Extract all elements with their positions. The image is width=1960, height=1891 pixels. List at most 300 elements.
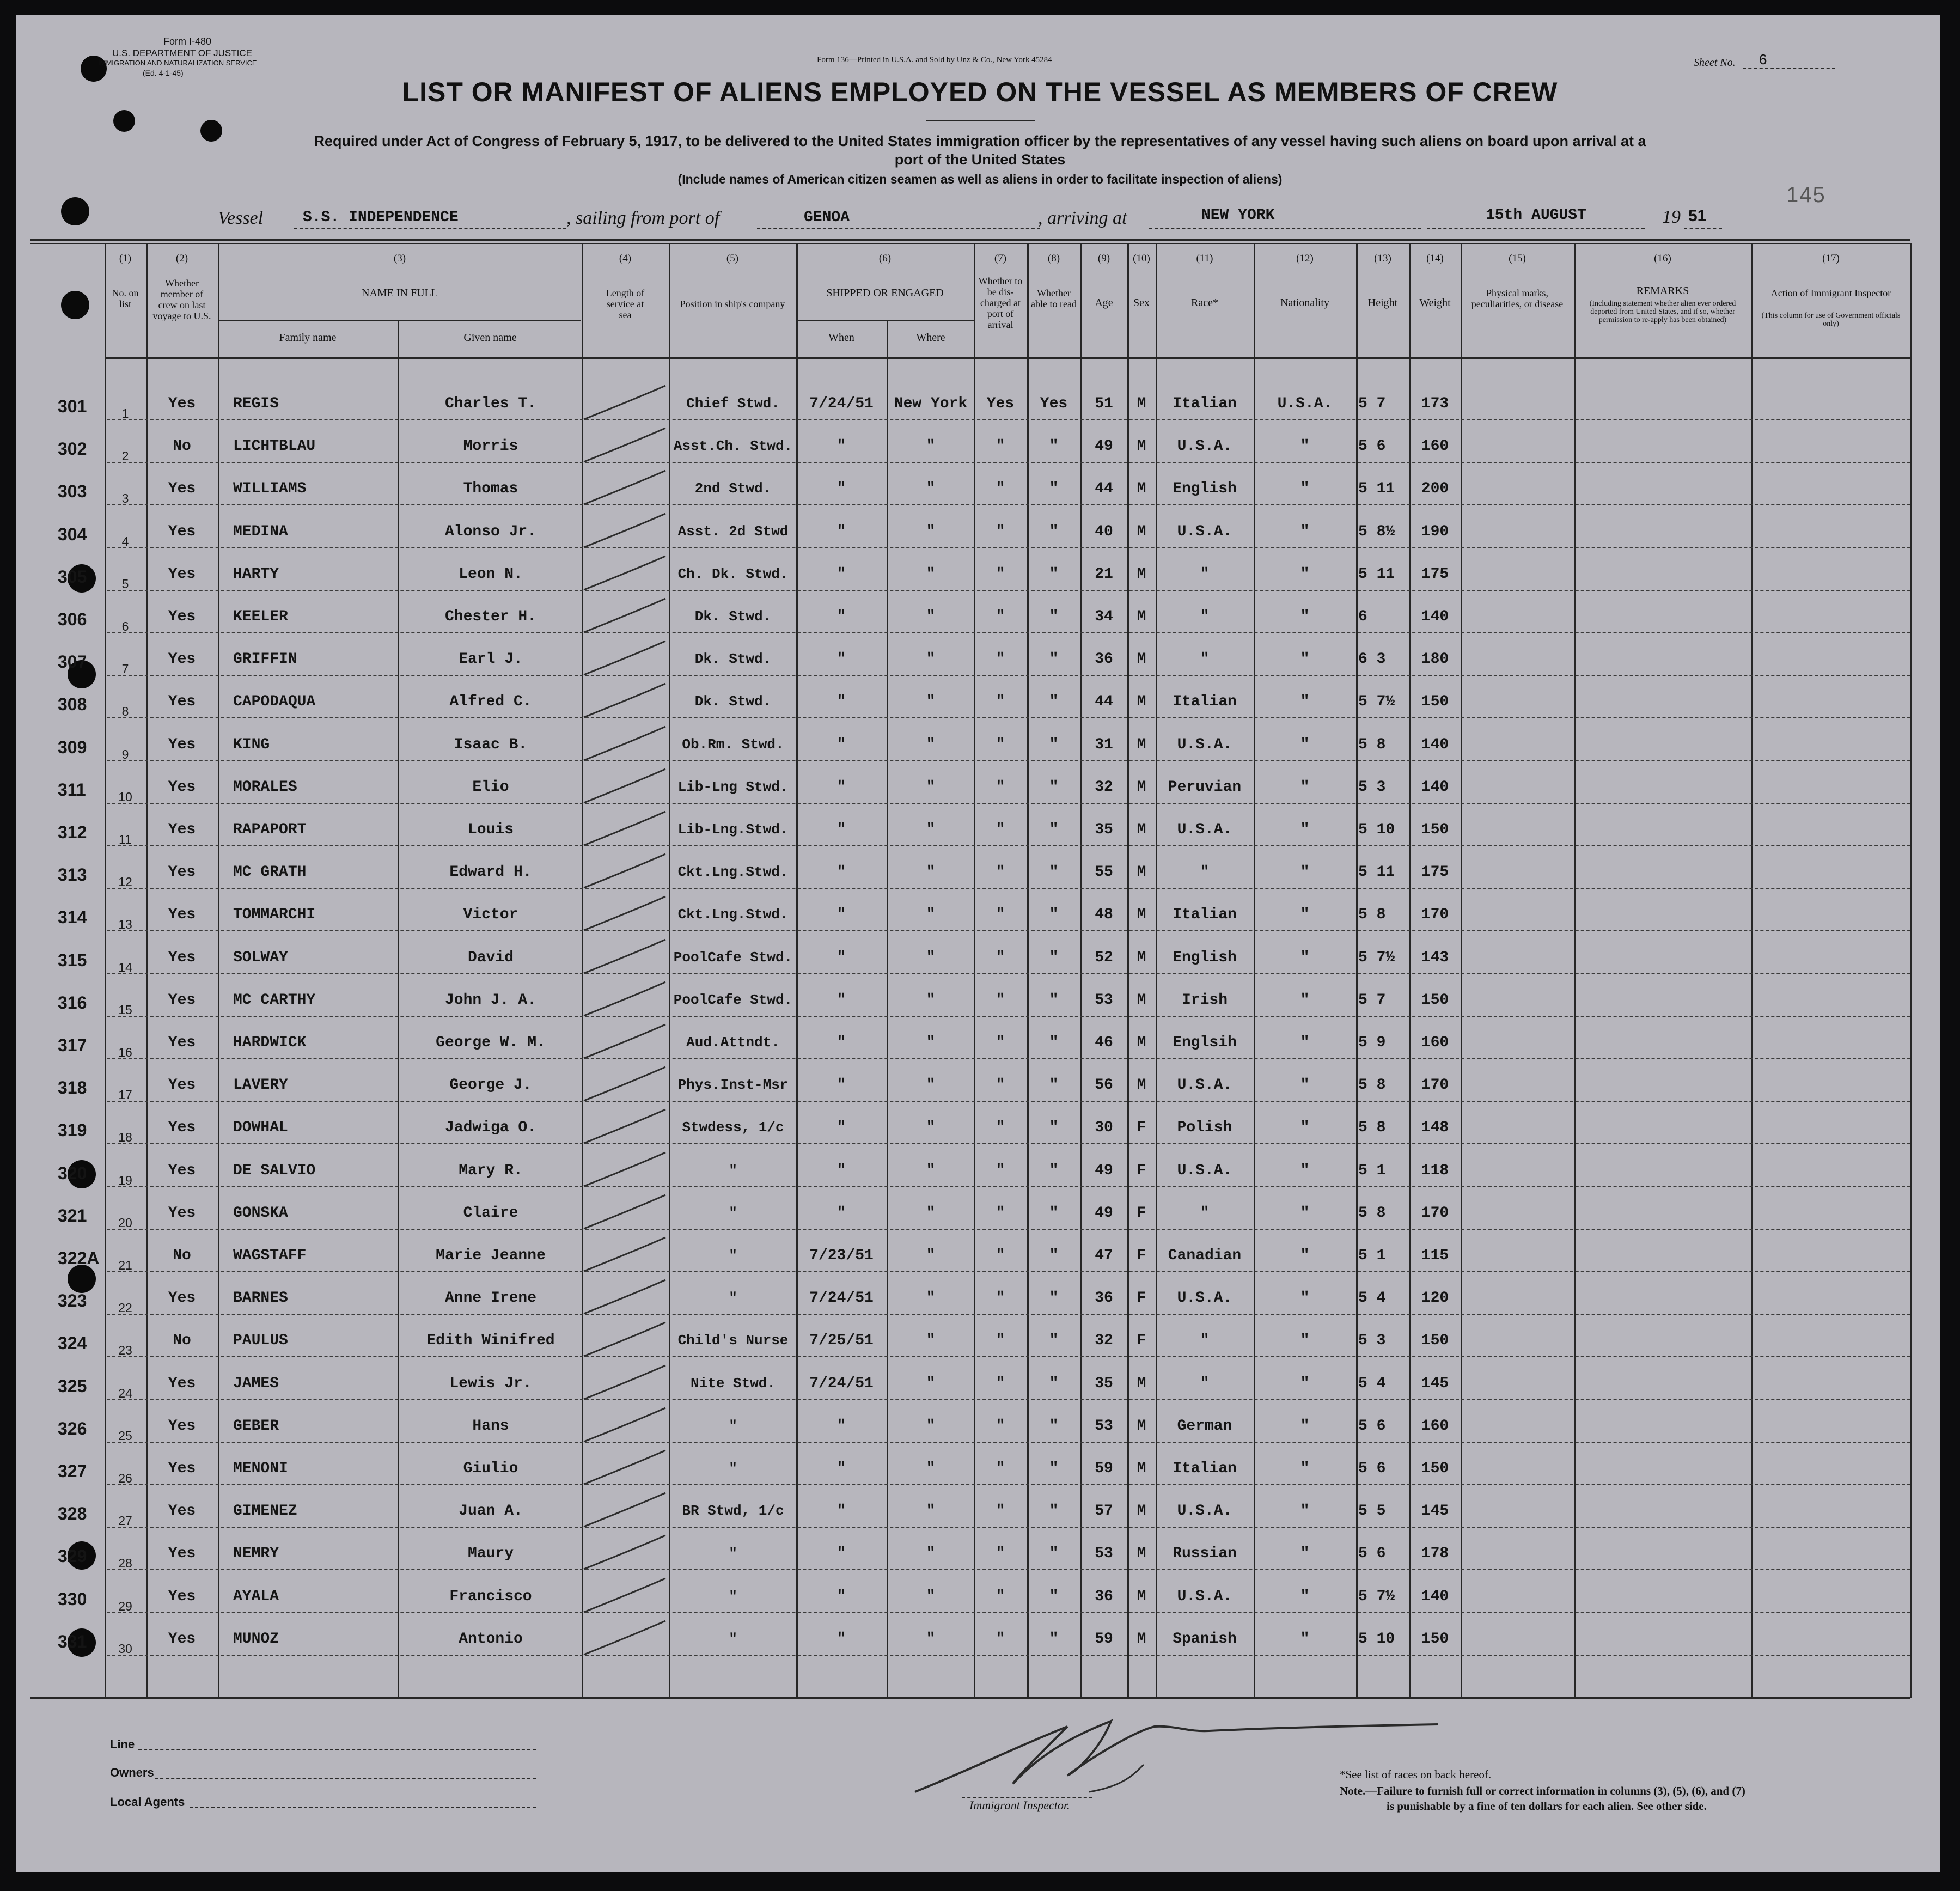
- sex-cell: F: [1137, 1290, 1146, 1307]
- nationality-cell: ": [1300, 1247, 1310, 1264]
- service-slash-mark: [584, 428, 665, 462]
- sex-cell: M: [1137, 779, 1146, 796]
- row-ruling: [107, 632, 1910, 633]
- prev-voyage-cell: Yes: [168, 779, 196, 796]
- entry-stamp-number: 307: [58, 652, 87, 672]
- col-num-7: (7): [994, 253, 1007, 264]
- shipped-when-cell: ": [836, 949, 846, 966]
- agents-field: [190, 1807, 536, 1808]
- arrival-date: 15th AUGUST: [1486, 207, 1586, 224]
- sheet-number-line: [1743, 68, 1835, 69]
- position-cell: PoolCafe Stwd.: [673, 992, 793, 1008]
- col-num-2: (2): [175, 253, 188, 264]
- height-cell: 5 10: [1358, 1631, 1395, 1648]
- family-name-cell: KEELER: [233, 608, 288, 625]
- sheet-number: 6: [1759, 51, 1767, 68]
- family-name-cell: GONSKA: [233, 1205, 288, 1222]
- shipped-when-cell: ": [836, 438, 846, 455]
- nationality-cell: ": [1300, 523, 1310, 540]
- prev-voyage-cell: Yes: [168, 480, 196, 497]
- able-to-read-cell: ": [1049, 1034, 1059, 1051]
- service-slash-mark: [584, 1621, 665, 1655]
- able-to-read-cell: ": [1049, 906, 1059, 923]
- service-slash-mark: [584, 940, 665, 973]
- entry-stamp-number: 324: [58, 1333, 87, 1353]
- year-line: [1684, 228, 1722, 229]
- family-name-cell: DE SALVIO: [233, 1162, 316, 1179]
- race-cell: German: [1177, 1418, 1232, 1435]
- row-ruling: [107, 462, 1910, 463]
- race-cell: Canadian: [1168, 1247, 1242, 1264]
- prev-voyage-cell: Yes: [168, 1077, 196, 1094]
- age-cell: 36: [1095, 1290, 1113, 1307]
- col-num-14: (14): [1426, 253, 1444, 264]
- discharged-cell: ": [996, 1545, 1005, 1562]
- line-number-cell: 6: [121, 619, 129, 633]
- prev-voyage-cell: Yes: [168, 864, 196, 881]
- age-cell: 35: [1095, 821, 1113, 838]
- shipped-where-cell: ": [926, 906, 936, 923]
- col-num-12: (12): [1296, 253, 1314, 264]
- given-name-cell: Victor: [463, 906, 518, 923]
- nationality-cell: ": [1300, 693, 1310, 710]
- entry-stamp-number: 316: [58, 993, 87, 1012]
- shipped-where-cell: ": [926, 1588, 936, 1605]
- col-num-17: (17): [1822, 253, 1840, 264]
- race-cell: Italian: [1173, 1460, 1237, 1477]
- given-name-cell: John J. A.: [444, 992, 537, 1009]
- weight-cell: 170: [1421, 1205, 1449, 1222]
- age-cell: 53: [1095, 1545, 1113, 1562]
- position-cell: Child's Nurse: [677, 1332, 789, 1349]
- family-name-cell: NEMRY: [233, 1545, 279, 1562]
- weight-cell: 140: [1421, 736, 1449, 753]
- position-cell: PoolCafe Stwd.: [673, 949, 793, 966]
- age-cell: 53: [1095, 992, 1113, 1009]
- page-title: LIST OR MANIFEST OF ALIENS EMPLOYED ON THE VESSEL AS MEMBERS OF CREW: [402, 77, 1558, 107]
- height-cell: 5 8½: [1358, 523, 1395, 540]
- service-slash-mark: [584, 982, 665, 1016]
- race-cell: Spanish: [1173, 1631, 1237, 1648]
- able-to-read-cell: ": [1049, 1588, 1059, 1605]
- sex-cell: F: [1137, 1205, 1146, 1222]
- able-to-read-cell: ": [1049, 1545, 1059, 1562]
- sex-cell: M: [1137, 1503, 1146, 1520]
- race-cell: U.S.A.: [1177, 438, 1232, 455]
- table-bottom-border: [30, 1697, 1910, 1699]
- race-cell: ": [1200, 608, 1210, 625]
- nationality-cell: ": [1300, 1077, 1310, 1094]
- row-ruling: [107, 1143, 1910, 1144]
- entry-stamp-number: 303: [58, 481, 87, 501]
- given-name-cell: Marie Jeanne: [436, 1247, 546, 1264]
- given-name-cell: Morris: [463, 438, 518, 455]
- entry-stamp-number: 325: [58, 1376, 87, 1396]
- race-cell: U.S.A.: [1177, 1077, 1232, 1094]
- nationality-cell: ": [1300, 651, 1310, 668]
- position-cell: Ob.Rm. Stwd.: [682, 736, 784, 753]
- age-cell: 32: [1095, 779, 1113, 796]
- discharged-cell: ": [996, 1119, 1005, 1136]
- weight-cell: 178: [1421, 1545, 1449, 1562]
- line-number-cell: 29: [118, 1599, 132, 1613]
- family-name-cell: MC GRATH: [233, 864, 307, 881]
- height-cell: 5 1: [1358, 1162, 1386, 1179]
- nationality-cell: ": [1300, 1205, 1310, 1222]
- age-cell: 36: [1095, 651, 1113, 668]
- age-cell: 36: [1095, 1588, 1113, 1605]
- weight-cell: 120: [1421, 1290, 1449, 1307]
- age-cell: 49: [1095, 1162, 1113, 1179]
- col-num-6: (6): [878, 253, 892, 264]
- family-name-cell: MC CARTHY: [233, 992, 316, 1009]
- nationality-cell: ": [1300, 1503, 1310, 1520]
- prev-voyage-cell: Yes: [168, 949, 196, 966]
- row-ruling: [107, 547, 1910, 548]
- able-to-read-cell: ": [1049, 1375, 1059, 1392]
- line-number-cell: 16: [118, 1045, 132, 1059]
- line-label: Line: [110, 1737, 135, 1751]
- able-to-read-cell: ": [1049, 821, 1059, 838]
- row-ruling: [107, 760, 1910, 761]
- family-name-cell: GIMENEZ: [233, 1503, 297, 1520]
- family-name-cell: HARTY: [233, 566, 279, 583]
- family-name-cell: DOWHAL: [233, 1119, 288, 1136]
- row-ruling: [107, 1016, 1910, 1017]
- sex-cell: M: [1137, 395, 1146, 412]
- able-to-read-cell: ": [1049, 693, 1059, 710]
- service-slash-mark: [584, 514, 665, 547]
- position-cell: ": [729, 1162, 737, 1179]
- height-cell: 6 3: [1358, 651, 1386, 668]
- row-ruling: [107, 1314, 1910, 1315]
- shipped-when-cell: 7/23/51: [809, 1247, 874, 1264]
- penalty-note-1: Note.—Failure to furnish full or correct information in columns (3), (5), (6), and (7): [1340, 1784, 1745, 1797]
- race-cell: U.S.A.: [1177, 821, 1232, 838]
- weight-cell: 145: [1421, 1375, 1449, 1392]
- col-header-family-name: Family name: [279, 332, 337, 344]
- position-cell: Asst.Ch. Stwd.: [673, 438, 793, 454]
- race-cell: Italian: [1173, 906, 1237, 923]
- row-ruling: [107, 1612, 1910, 1613]
- able-to-read-cell: ": [1049, 438, 1059, 455]
- shipped-where-cell: ": [926, 1162, 936, 1179]
- discharged-cell: ": [996, 992, 1005, 1009]
- shipped-when-cell: ": [836, 1119, 846, 1136]
- height-cell: 5 7½: [1358, 949, 1395, 966]
- service-slash-mark: [584, 386, 665, 419]
- sex-cell: M: [1137, 523, 1146, 540]
- weight-cell: 160: [1421, 1418, 1449, 1435]
- col-header-action: Action of Immigrant Inspector: [1770, 288, 1891, 298]
- height-cell: 5 11: [1358, 566, 1395, 583]
- nationality-cell: ": [1300, 1119, 1310, 1136]
- nationality-cell: ": [1300, 1545, 1310, 1562]
- position-cell: ": [729, 1290, 737, 1306]
- given-name-cell: Francisco: [449, 1588, 532, 1605]
- sex-cell: M: [1137, 1631, 1146, 1648]
- given-name-cell: Claire: [463, 1205, 518, 1222]
- position-cell: Lib-Lng.Stwd.: [677, 821, 789, 838]
- entry-stamp-number: 315: [58, 950, 87, 970]
- race-cell: U.S.A.: [1177, 1290, 1232, 1307]
- given-name-cell: Hans: [472, 1418, 509, 1435]
- race-cell: U.S.A.: [1177, 1588, 1232, 1605]
- height-cell: 5 3: [1358, 1332, 1386, 1349]
- row-ruling: [107, 973, 1910, 974]
- line-number-cell: 11: [119, 832, 132, 846]
- col-header-read: Whether able to read: [1031, 288, 1077, 309]
- prev-voyage-cell: Yes: [168, 1588, 196, 1605]
- service-slash-mark: [584, 1365, 665, 1399]
- age-cell: 21: [1095, 566, 1113, 583]
- sex-cell: M: [1137, 438, 1146, 455]
- age-cell: 40: [1095, 523, 1113, 540]
- shipped-where-cell: ": [926, 1205, 936, 1222]
- line-number-cell: 25: [118, 1429, 132, 1443]
- discharged-cell: ": [996, 651, 1005, 668]
- given-name-cell: George J.: [449, 1077, 532, 1094]
- form-service: IMMIGRATION AND NATURALIZATION SERVICE: [98, 59, 257, 67]
- prev-voyage-cell: Yes: [168, 1418, 196, 1435]
- discharged-cell: ": [996, 1162, 1005, 1179]
- row-ruling: [107, 888, 1910, 889]
- sex-cell: M: [1137, 736, 1146, 753]
- height-cell: 5 8: [1358, 736, 1386, 753]
- family-name-cell: PAULUS: [233, 1332, 288, 1349]
- service-slash-mark: [584, 1578, 665, 1612]
- shipped-subheader-rule: [797, 320, 974, 321]
- position-cell: ": [729, 1418, 737, 1434]
- discharged-cell: ": [996, 693, 1005, 710]
- family-name-cell: GEBER: [233, 1418, 279, 1435]
- race-cell: U.S.A.: [1177, 1162, 1232, 1179]
- height-cell: 5 1: [1358, 1247, 1386, 1264]
- position-cell: ": [729, 1631, 737, 1647]
- sex-cell: F: [1137, 1332, 1146, 1349]
- shipped-when-cell: 7/24/51: [809, 395, 874, 412]
- discharged-cell: ": [996, 949, 1005, 966]
- row-ruling: [107, 803, 1910, 804]
- col-line: [1156, 243, 1157, 1698]
- shipped-where-cell: ": [926, 1247, 936, 1264]
- col-line: [1461, 243, 1462, 1698]
- given-name-cell: Chester H.: [444, 608, 537, 625]
- prev-voyage-cell: Yes: [168, 1460, 196, 1477]
- weight-cell: 150: [1421, 693, 1449, 710]
- sex-cell: M: [1137, 480, 1146, 497]
- sex-cell: M: [1137, 1375, 1146, 1392]
- age-cell: 32: [1095, 1332, 1113, 1349]
- shipped-where-cell: ": [926, 1503, 936, 1520]
- shipped-where-cell: ": [926, 949, 936, 966]
- weight-cell: 150: [1421, 1332, 1449, 1349]
- race-cell: Polish: [1177, 1119, 1232, 1136]
- position-cell: Ckt.Lng.Stwd.: [677, 864, 789, 880]
- line-number-cell: 23: [118, 1343, 132, 1357]
- race-cell: Englsih: [1173, 1034, 1237, 1051]
- col-line: [218, 243, 219, 1698]
- able-to-read-cell: ": [1049, 523, 1059, 540]
- prev-voyage-cell: Yes: [168, 1375, 196, 1392]
- nationality-cell: ": [1300, 1588, 1310, 1605]
- col-header-nationality: Nationality: [1280, 297, 1329, 309]
- position-cell: Stwdess, 1/c: [682, 1119, 784, 1136]
- height-cell: 5 7½: [1358, 1588, 1395, 1605]
- height-cell: 6: [1358, 608, 1367, 625]
- col-header-action-note: (This column for use of Government officials only): [1761, 312, 1901, 328]
- able-to-read-cell: ": [1049, 1205, 1059, 1222]
- prev-voyage-cell: Yes: [168, 1631, 196, 1648]
- line-number-cell: 9: [121, 747, 129, 761]
- col-header-service: Length of service at sea: [606, 288, 645, 320]
- entry-stamp-number: 305: [58, 567, 87, 587]
- age-cell: 35: [1095, 1375, 1113, 1392]
- age-cell: 30: [1095, 1119, 1113, 1136]
- service-slash-mark: [584, 1493, 665, 1527]
- shipped-where-cell: ": [926, 1332, 936, 1349]
- race-cell: ": [1200, 864, 1210, 881]
- given-name-cell: Edward H.: [449, 864, 532, 881]
- able-to-read-cell: ": [1049, 1631, 1059, 1648]
- discharged-cell: ": [996, 736, 1005, 753]
- family-name-cell: REGIS: [233, 395, 279, 412]
- nationality-cell: ": [1300, 992, 1310, 1009]
- entry-stamp-number: 302: [58, 439, 87, 459]
- col-header-when: When: [828, 332, 854, 344]
- position-cell: Dk. Stwd.: [694, 608, 772, 625]
- discharged-cell: ": [996, 480, 1005, 497]
- prev-voyage-cell: Yes: [168, 906, 196, 923]
- position-cell: ": [729, 1588, 737, 1605]
- service-slash-mark: [584, 684, 665, 717]
- service-slash-mark: [584, 812, 665, 845]
- discharged-cell: ": [996, 1290, 1005, 1307]
- col-header-remarks: REMARKS: [1636, 285, 1689, 297]
- nationality-cell: ": [1300, 906, 1310, 923]
- entry-stamp-number: 313: [58, 865, 87, 884]
- family-name-cell: BARNES: [233, 1290, 288, 1307]
- position-cell: Ch. Dk. Stwd.: [677, 566, 789, 582]
- col-header-age: Age: [1095, 297, 1113, 309]
- able-to-read-cell: ": [1049, 992, 1059, 1009]
- col-line: [1751, 243, 1753, 1698]
- service-slash-mark: [584, 1450, 665, 1484]
- given-name-cell: George W. M.: [436, 1034, 546, 1051]
- prev-voyage-cell: Yes: [168, 1119, 196, 1136]
- col-line: [1356, 243, 1358, 1698]
- subtitle-1: Required under Act of Congress of February 5, 1917, to be delivered to the United States immigration officer by the representatives of any vessel having such aliens on board upon arrival at a: [314, 133, 1646, 149]
- row-ruling: [107, 717, 1910, 718]
- nationality-cell: ": [1300, 1332, 1310, 1349]
- line-number-cell: 4: [121, 534, 129, 548]
- row-ruling: [107, 419, 1910, 420]
- discharged-cell: ": [996, 1588, 1005, 1605]
- shipped-when-cell: 7/24/51: [809, 1375, 874, 1392]
- position-cell: Phys.Inst-Msr: [677, 1077, 789, 1093]
- weight-cell: 175: [1421, 566, 1449, 583]
- able-to-read-cell: ": [1049, 1503, 1059, 1520]
- prev-voyage-cell: Yes: [168, 1034, 196, 1051]
- race-cell: Russian: [1173, 1545, 1237, 1562]
- weight-cell: 170: [1421, 906, 1449, 923]
- position-cell: Chief Stwd.: [686, 395, 780, 412]
- shipped-when-cell: ": [836, 906, 846, 923]
- subtitle-3: (Include names of American citizen seamen as well as aliens in order to facilitate inspection of aliens): [677, 172, 1283, 186]
- punch-hole: [61, 197, 89, 225]
- shipped-when-cell: ": [836, 1034, 846, 1051]
- entry-stamp-number: 304: [58, 524, 87, 544]
- race-cell: U.S.A.: [1177, 1503, 1232, 1520]
- col-header-shipped: SHIPPED OR ENGAGED: [826, 287, 944, 299]
- nationality-cell: ": [1300, 736, 1310, 753]
- service-slash-mark: [584, 769, 665, 803]
- sex-cell: F: [1137, 1247, 1146, 1264]
- nationality-cell: ": [1300, 566, 1310, 583]
- family-name-cell: CAPODAQUA: [233, 693, 316, 710]
- prev-voyage-cell: Yes: [168, 651, 196, 668]
- able-to-read-cell: ": [1049, 949, 1059, 966]
- discharged-cell: ": [996, 566, 1005, 583]
- col-header-race: Race*: [1191, 297, 1218, 309]
- nationality-cell: ": [1300, 779, 1310, 796]
- weight-cell: 160: [1421, 1034, 1449, 1051]
- row-ruling: [107, 1569, 1910, 1570]
- shipped-when-cell: ": [836, 1460, 846, 1477]
- sex-cell: M: [1137, 693, 1146, 710]
- weight-cell: 118: [1421, 1162, 1449, 1179]
- shipped-where-cell: ": [926, 566, 936, 583]
- col-num-1: (1): [119, 253, 132, 264]
- table-top-border-2: [30, 243, 1910, 244]
- prev-voyage-cell: Yes: [168, 523, 196, 540]
- col-header-where: Where: [916, 332, 945, 344]
- family-name-cell: LAVERY: [233, 1077, 288, 1094]
- sex-cell: M: [1137, 992, 1146, 1009]
- col-header-physical: Physical marks, peculiarities, or disease: [1471, 288, 1564, 309]
- shipped-where-cell: ": [926, 1077, 936, 1094]
- age-cell: 31: [1095, 736, 1113, 753]
- discharged-cell: ": [996, 1503, 1005, 1520]
- family-name-cell: TOMMARCHI: [233, 906, 316, 923]
- nationality-cell: ": [1300, 1375, 1310, 1392]
- row-ruling: [107, 845, 1910, 846]
- service-slash-mark: [584, 471, 665, 504]
- race-cell: ": [1200, 1332, 1210, 1349]
- height-cell: 5 6: [1358, 1418, 1386, 1435]
- shipped-where-cell: ": [926, 736, 936, 753]
- given-name-cell: Earl J.: [459, 651, 523, 668]
- punch-hole: [113, 110, 135, 132]
- prev-voyage-cell: Yes: [168, 1545, 196, 1562]
- prev-voyage-cell: Yes: [168, 566, 196, 583]
- punch-hole: [68, 1265, 96, 1293]
- able-to-read-cell: ": [1049, 864, 1059, 881]
- col-header-given-name: Given name: [463, 332, 517, 344]
- row-ruling: [107, 1442, 1910, 1443]
- nationality-cell: U.S.A.: [1277, 395, 1333, 412]
- position-cell: Dk. Stwd.: [694, 651, 772, 667]
- nationality-cell: ": [1300, 1162, 1310, 1179]
- col-line: [796, 243, 798, 1698]
- age-cell: 49: [1095, 1205, 1113, 1222]
- page-stamp: 145: [1786, 183, 1826, 207]
- port-to-line: [1149, 228, 1421, 229]
- race-cell: English: [1173, 949, 1237, 966]
- prev-voyage-cell: Yes: [168, 693, 196, 710]
- position-cell: Lib-Lng Stwd.: [677, 779, 789, 795]
- printer-line: Form 136—Printed in U.S.A. and Sold by Unz & Co., New York 45284: [817, 56, 1052, 64]
